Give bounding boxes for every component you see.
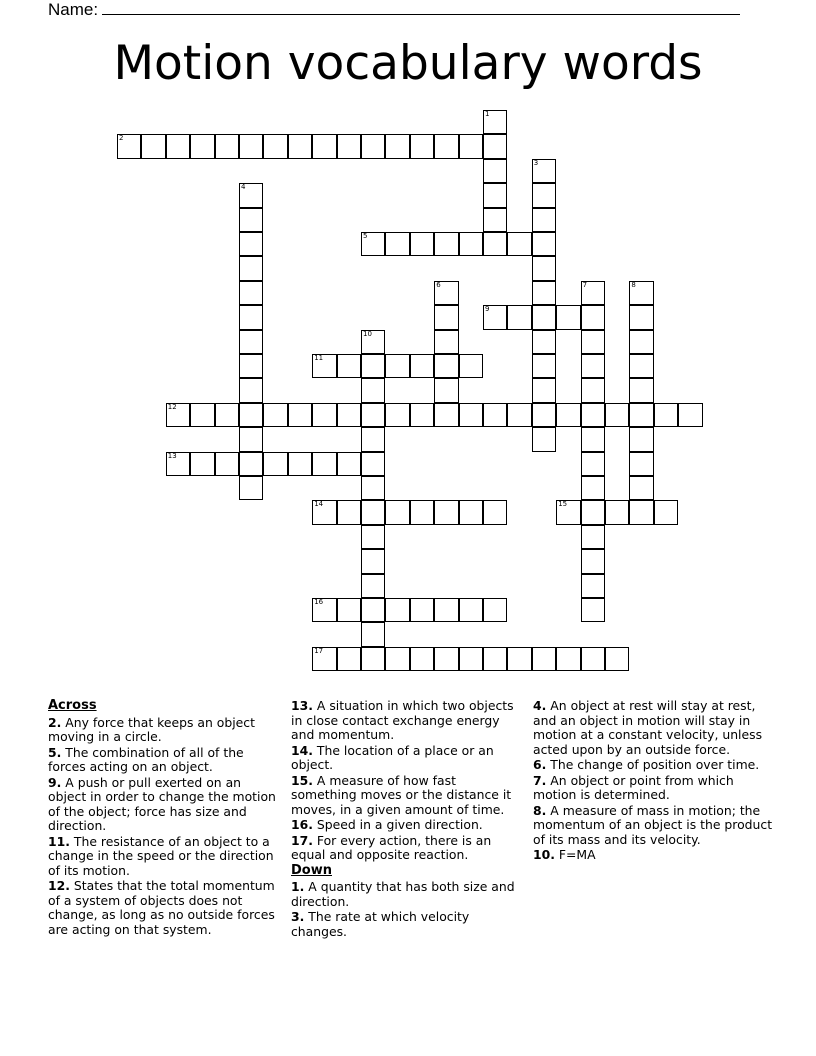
clue-number: 14 (314, 500, 324, 509)
grid-cell[interactable] (532, 647, 556, 671)
grid-cell[interactable] (337, 647, 361, 671)
grid-cell[interactable] (410, 354, 434, 378)
clue-text: States that the total momentum of a system of objects does not change, as long as no outside forces are acting on that system. (48, 878, 275, 937)
grid-cell[interactable] (190, 403, 214, 427)
grid-cell[interactable] (483, 208, 507, 232)
grid-cell[interactable] (459, 354, 483, 378)
grid-cell[interactable] (239, 305, 263, 329)
clue-text: Any force that keeps an object moving in a circle. (48, 714, 255, 744)
grid-cell[interactable] (239, 378, 263, 402)
grid-cell[interactable] (361, 330, 385, 354)
clue-number: 2 (119, 134, 124, 143)
clues-column-3 (533, 699, 773, 864)
grid-cell[interactable] (459, 134, 483, 158)
grid-cell[interactable] (629, 378, 653, 402)
clue-number: 7 (582, 280, 588, 289)
grid-cell[interactable] (605, 500, 629, 524)
grid-cell[interactable] (410, 598, 434, 622)
clues-column-1 (48, 699, 276, 938)
grid-cell[interactable] (532, 256, 556, 280)
grid-cell[interactable] (434, 330, 458, 354)
grid-cell[interactable] (385, 403, 409, 427)
clue-number: 17 (314, 646, 324, 655)
grid-cell[interactable] (410, 403, 434, 427)
grid-cell[interactable] (337, 452, 361, 476)
grid-cell[interactable] (483, 110, 507, 134)
clue-number: 8 (631, 280, 636, 289)
grid-cell[interactable] (532, 159, 556, 183)
across-clue (48, 716, 276, 745)
name-field[interactable] (48, 0, 740, 20)
grid-cell[interactable] (654, 500, 678, 524)
grid-cell[interactable] (215, 134, 239, 158)
grid-cell[interactable] (410, 232, 434, 256)
clue-number: 2. (48, 714, 62, 730)
grid-cell[interactable] (434, 281, 458, 305)
clue-number: 3. (291, 909, 305, 924)
grid-cell[interactable] (581, 525, 605, 549)
down-clue (291, 910, 523, 939)
grid-cell[interactable] (581, 330, 605, 354)
grid-cell[interactable] (434, 232, 458, 256)
across-clue (291, 774, 523, 818)
grid-cell[interactable] (190, 452, 214, 476)
grid-cell[interactable] (581, 647, 605, 671)
grid-cell[interactable] (239, 183, 263, 207)
clue-number: 5 (363, 232, 368, 240)
grid-cell[interactable] (483, 183, 507, 207)
grid-cell[interactable] (629, 403, 653, 427)
clue-text: The combination of all of the forces acting on an object. (48, 744, 244, 774)
grid-cell[interactable] (629, 476, 653, 500)
grid-cell[interactable] (361, 598, 385, 622)
grid-cell[interactable] (385, 134, 409, 158)
grid-cell[interactable] (532, 281, 556, 305)
grid-cell[interactable] (239, 330, 263, 354)
grid-cell[interactable] (581, 452, 605, 476)
grid-cell[interactable] (361, 452, 385, 476)
grid-cell[interactable] (629, 452, 653, 476)
grid-cell[interactable] (166, 452, 190, 476)
grid-cell[interactable] (581, 305, 605, 329)
across-heading: Across (48, 698, 97, 713)
across-clue (48, 746, 276, 775)
down-clue (533, 758, 773, 773)
grid-cell[interactable] (605, 647, 629, 671)
grid-cell[interactable] (385, 598, 409, 622)
grid-cell[interactable] (581, 574, 605, 598)
grid-cell[interactable] (556, 647, 580, 671)
grid-cell[interactable] (581, 500, 605, 524)
grid-cell[interactable] (434, 647, 458, 671)
grid-cell[interactable] (532, 183, 556, 207)
grid-cell[interactable] (459, 598, 483, 622)
grid-cell[interactable] (361, 354, 385, 378)
grid-cell[interactable] (361, 574, 385, 598)
grid-cell[interactable] (483, 134, 507, 158)
grid-cell[interactable] (166, 134, 190, 158)
grid-cell[interactable] (410, 134, 434, 158)
clue-number: 15. (291, 772, 313, 788)
grid-cell[interactable] (532, 403, 556, 427)
grid-cell[interactable] (556, 403, 580, 427)
grid-cell[interactable] (532, 232, 556, 256)
grid-cell[interactable] (483, 305, 507, 329)
down-clue (533, 774, 773, 803)
grid-cell[interactable] (141, 134, 165, 158)
clue-number: 11. (48, 833, 70, 849)
clue-text: A quantity that has both size and direction. (291, 879, 515, 909)
grid-cell[interactable] (629, 427, 653, 451)
grid-cell[interactable] (361, 476, 385, 500)
grid-cell[interactable] (337, 598, 361, 622)
grid-cell[interactable] (288, 403, 312, 427)
clue-number: 16 (314, 598, 324, 606)
grid-cell[interactable] (629, 330, 653, 354)
name-underline[interactable] (102, 0, 740, 15)
grid-cell[interactable] (410, 647, 434, 671)
grid-cell[interactable] (239, 208, 263, 232)
grid-cell[interactable] (337, 403, 361, 427)
grid-cell[interactable] (434, 354, 458, 378)
grid-cell[interactable] (581, 598, 605, 622)
grid-cell[interactable] (239, 134, 263, 158)
grid-cell[interactable] (312, 647, 336, 671)
clue-number: 9. (48, 774, 62, 790)
grid-cell[interactable] (459, 403, 483, 427)
grid-cell[interactable] (459, 500, 483, 524)
grid-cell[interactable] (361, 134, 385, 158)
grid-cell[interactable] (532, 330, 556, 354)
grid-cell[interactable] (434, 305, 458, 329)
grid-cell[interactable] (483, 647, 507, 671)
down-clue (291, 880, 523, 909)
clue-number: 1 (485, 110, 490, 118)
grid-cell[interactable] (483, 403, 507, 427)
clue-number: 10. (533, 847, 555, 862)
grid-cell[interactable] (288, 134, 312, 158)
grid-cell[interactable] (483, 500, 507, 524)
across-clue (48, 776, 276, 834)
grid-cell[interactable] (581, 403, 605, 427)
clue-number: 6. (533, 757, 547, 772)
grid-cell[interactable] (483, 232, 507, 256)
page-title: Motion vocabulary words (113, 36, 703, 91)
across-clue (291, 744, 523, 773)
down-clue (533, 804, 773, 848)
grid-cell[interactable] (532, 378, 556, 402)
grid-cell[interactable] (312, 354, 336, 378)
grid-cell[interactable] (507, 647, 531, 671)
grid-cell[interactable] (312, 134, 336, 158)
grid-cell[interactable] (239, 427, 263, 451)
grid-cell[interactable] (239, 354, 263, 378)
grid-cell[interactable] (581, 549, 605, 573)
grid-cell[interactable] (239, 232, 263, 256)
grid-cell[interactable] (166, 403, 190, 427)
grid-cell[interactable] (361, 525, 385, 549)
grid-cell[interactable] (239, 256, 263, 280)
grid-cell[interactable] (459, 647, 483, 671)
clue-text: F=MA (558, 847, 596, 862)
grid-cell[interactable] (605, 403, 629, 427)
across-clue (48, 879, 276, 937)
clues-column-2 (291, 699, 523, 940)
grid-cell[interactable] (654, 403, 678, 427)
clue-number: 13 (167, 451, 177, 460)
grid-cell[interactable] (263, 452, 287, 476)
grid-cell[interactable] (556, 500, 580, 524)
clue-text: The location of a place or an object. (291, 742, 494, 772)
across-clue (48, 835, 276, 879)
grid-cell[interactable] (288, 452, 312, 476)
clue-text: The resistance of an object to a change in the speed or the direction of its motion. (48, 833, 274, 878)
grid-cell[interactable] (434, 403, 458, 427)
grid-cell[interactable] (556, 305, 580, 329)
grid-cell[interactable] (361, 403, 385, 427)
grid-cell[interactable] (312, 452, 336, 476)
grid-cell[interactable] (629, 305, 653, 329)
grid-cell[interactable] (581, 354, 605, 378)
grid-cell[interactable] (581, 378, 605, 402)
clue-number: 15 (558, 500, 568, 509)
grid-cell[interactable] (532, 354, 556, 378)
clue-number: 10 (363, 329, 372, 338)
grid-cell[interactable] (312, 403, 336, 427)
grid-cell[interactable] (629, 281, 653, 305)
clue-number: 11 (314, 354, 324, 362)
grid-cell[interactable] (190, 134, 214, 158)
grid-cell[interactable] (532, 208, 556, 232)
grid-cell[interactable] (239, 476, 263, 500)
down-heading: Down (291, 862, 332, 878)
name-label: Name: (48, 0, 99, 19)
clue-number: 7. (533, 772, 547, 788)
down-clue (533, 699, 773, 757)
clue-number: 6 (436, 280, 441, 289)
clue-number: 14. (291, 742, 313, 758)
grid-cell[interactable] (434, 500, 458, 524)
across-clue (291, 834, 523, 863)
grid-cell[interactable] (312, 500, 336, 524)
clue-number: 4 (241, 183, 246, 192)
across-clue (291, 699, 523, 743)
grid-cell[interactable] (581, 281, 605, 305)
clue-text: An object or point from which motion is determined. (533, 772, 734, 802)
grid-cell[interactable] (385, 647, 409, 671)
grid-cell[interactable] (263, 134, 287, 158)
clue-text: A push or pull exerted on an object in order to change the motion of the object; force has size and direction. (48, 774, 276, 833)
grid-cell[interactable] (361, 500, 385, 524)
grid-cell[interactable] (361, 647, 385, 671)
clue-number: 9 (485, 305, 490, 314)
clue-number: 13. (291, 698, 313, 713)
grid-cell[interactable] (507, 403, 531, 427)
clue-text: The change of position over time. (550, 757, 760, 772)
clue-number: 8. (533, 802, 547, 818)
grid-cell[interactable] (385, 354, 409, 378)
grid-cell[interactable] (629, 354, 653, 378)
grid-cell[interactable] (678, 403, 702, 427)
across-clue (291, 818, 523, 833)
clue-text: The rate at which velocity changes. (291, 909, 470, 939)
grid-cell[interactable] (361, 549, 385, 573)
grid-cell[interactable] (337, 354, 361, 378)
grid-cell[interactable] (117, 134, 141, 158)
grid-cell[interactable] (361, 427, 385, 451)
grid-cell[interactable] (434, 598, 458, 622)
clue-number: 4. (533, 698, 547, 713)
clue-text: For every action, there is an equal and opposite reaction. (291, 832, 492, 862)
grid-cell[interactable] (239, 403, 263, 427)
grid-cell[interactable] (215, 452, 239, 476)
clue-text: A measure of how fast something moves or the distance it moves, in a given amount of time. (291, 772, 512, 817)
grid-cell[interactable] (532, 427, 556, 451)
grid-cell[interactable] (337, 134, 361, 158)
grid-cell[interactable] (361, 622, 385, 646)
grid-cell[interactable] (459, 232, 483, 256)
grid-cell[interactable] (361, 378, 385, 402)
clue-number: 12. (48, 878, 70, 893)
grid-cell[interactable] (410, 500, 434, 524)
clue-text: A situation in which two objects in close contact exchange energy and momentum. (291, 698, 514, 742)
grid-cell[interactable] (239, 281, 263, 305)
grid-cell[interactable] (483, 159, 507, 183)
grid-cell[interactable] (434, 378, 458, 402)
clue-text: An object at rest will stay at rest, and an object in motion will stay in motion at a constant velocity, unless acted upon by an outside force. (533, 698, 763, 757)
clue-number: 1. (291, 879, 305, 894)
grid-cell[interactable] (361, 232, 385, 256)
clue-number: 17. (291, 832, 313, 848)
grid-cell[interactable] (263, 403, 287, 427)
clue-number: 16. (291, 817, 313, 832)
clue-number: 5. (48, 744, 62, 760)
grid-cell[interactable] (581, 427, 605, 451)
down-clue (533, 848, 773, 863)
grid-cell[interactable] (312, 598, 336, 622)
clue-text: A measure of mass in motion; the momentum of an object is the product of its mass and its velocity. (533, 802, 773, 847)
clue-text: Speed in a given direction. (316, 817, 483, 832)
grid-cell[interactable] (581, 476, 605, 500)
grid-cell[interactable] (337, 500, 361, 524)
grid-cell[interactable] (629, 500, 653, 524)
grid-cell[interactable] (385, 500, 409, 524)
grid-cell[interactable] (483, 598, 507, 622)
grid-cell[interactable] (507, 232, 531, 256)
grid-cell[interactable] (434, 134, 458, 158)
clue-number: 3 (533, 158, 539, 167)
grid-cell[interactable] (385, 232, 409, 256)
grid-cell[interactable] (532, 305, 556, 329)
grid-cell[interactable] (215, 403, 239, 427)
clue-number: 12 (167, 402, 177, 411)
grid-cell[interactable] (507, 305, 531, 329)
grid-cell[interactable] (239, 452, 263, 476)
